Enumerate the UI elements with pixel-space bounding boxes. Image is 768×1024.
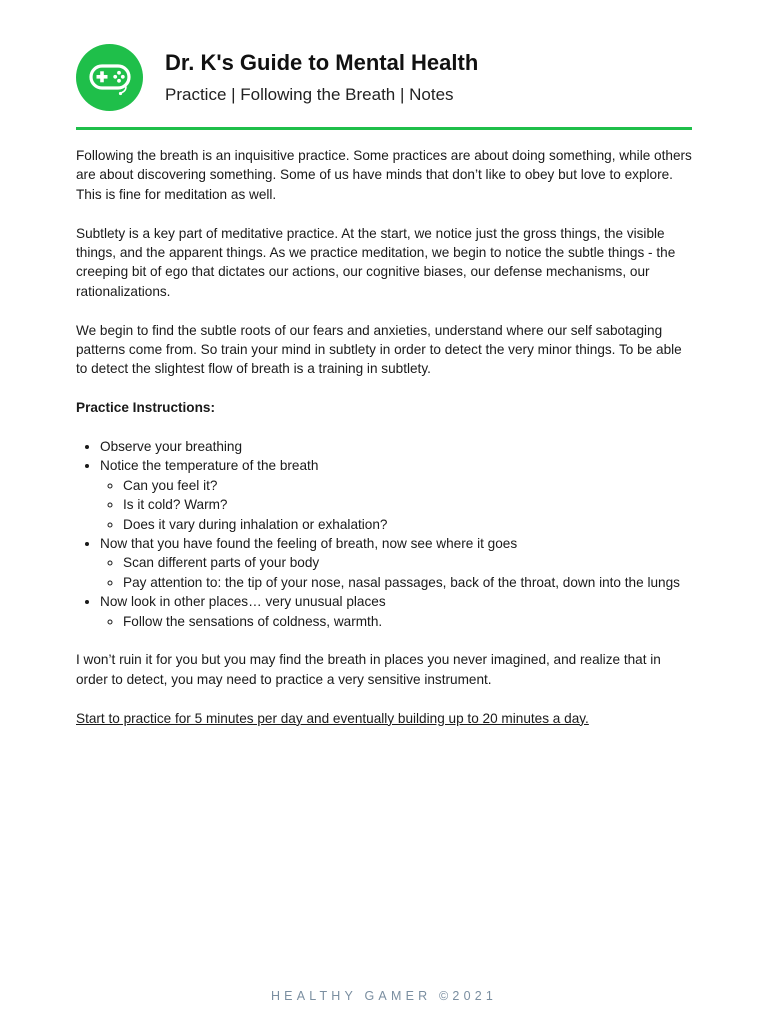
document-header: [76, 44, 692, 114]
page-subtitle: Practice | Following the Breath | Notes: [165, 85, 454, 104]
sub-list-item: ◦ Is it cold? Warm?: [123, 495, 696, 514]
list-item-text: Now that you have found the feeling of breath, now see where it goes: [100, 536, 518, 552]
sub-list-item: ◦ Can you feel it?: [123, 476, 696, 495]
list-item: [100, 534, 696, 592]
logo: [76, 44, 143, 111]
list-item: [100, 456, 696, 534]
list-item-text: Now look in other places… very unusual places: [100, 594, 386, 610]
instructions-list: [76, 437, 696, 631]
closing-paragraph: I won’t ruin it for you but you may find the breath in places you never imagined, and realize that in order to detect, you may need to practice a very sensitive instrument.: [76, 652, 661, 687]
sub-list-item: ◦ Scan different parts of your body: [123, 553, 696, 572]
instructions-heading: Practice Instructions:: [76, 400, 215, 416]
practice-goal-text: Start to practice for 5 minutes per day and eventually building up to 20 minutes a day.: [76, 710, 589, 726]
sub-list: [100, 476, 696, 534]
roots-paragraph: We begin to find the subtle roots of our fears and anxieties, understand where our self sabotaging patterns come from. So train your mind in subtlety in order to detect the very minor things. To be able to detect the slightest flow of breath is a training in subtlety.: [76, 322, 682, 377]
intro-paragraph: Following the breath is an inquisitive practice. Some practices are about doing something, while others are about discovering something. Some of us have minds that don’t like to obey but love to explore. This is fine for meditation as well.: [76, 148, 692, 202]
list-item: [100, 592, 696, 631]
sub-list-item: ◦ Follow the sensations of coldness, warmth.: [123, 612, 696, 631]
sub-list: [100, 553, 696, 592]
list-item-text: Notice the temperature of the breath: [100, 458, 319, 474]
sub-list-item: ◦ Does it vary during inhalation or exhalation?: [123, 515, 696, 534]
header-divider: [76, 127, 692, 130]
subtlety-paragraph: Subtlety is a key part of meditative practice. At the start, we notice just the gross things, the visible things, and the apparent things. As we practice meditation, we begin to notice the subtle things - the creeping bit of ego that dictates our actions, our cognitive biases, our defense mechanisms, our rationalizations.: [76, 225, 676, 299]
list-item-text: Observe your breathing: [100, 439, 243, 455]
page-title: Dr. K's Guide to Mental Health: [165, 50, 479, 75]
footer-brand: HEALTHY GAMER ©2021: [270, 989, 498, 1003]
gamepad-icon: [76, 44, 143, 111]
sub-list-item: ◦ Pay attention to: the tip of your nose, nasal passages, back of the throat, down into the lungs: [123, 573, 696, 592]
document-body: [76, 146, 696, 747]
sub-list: [100, 612, 696, 631]
list-item: [100, 437, 696, 456]
